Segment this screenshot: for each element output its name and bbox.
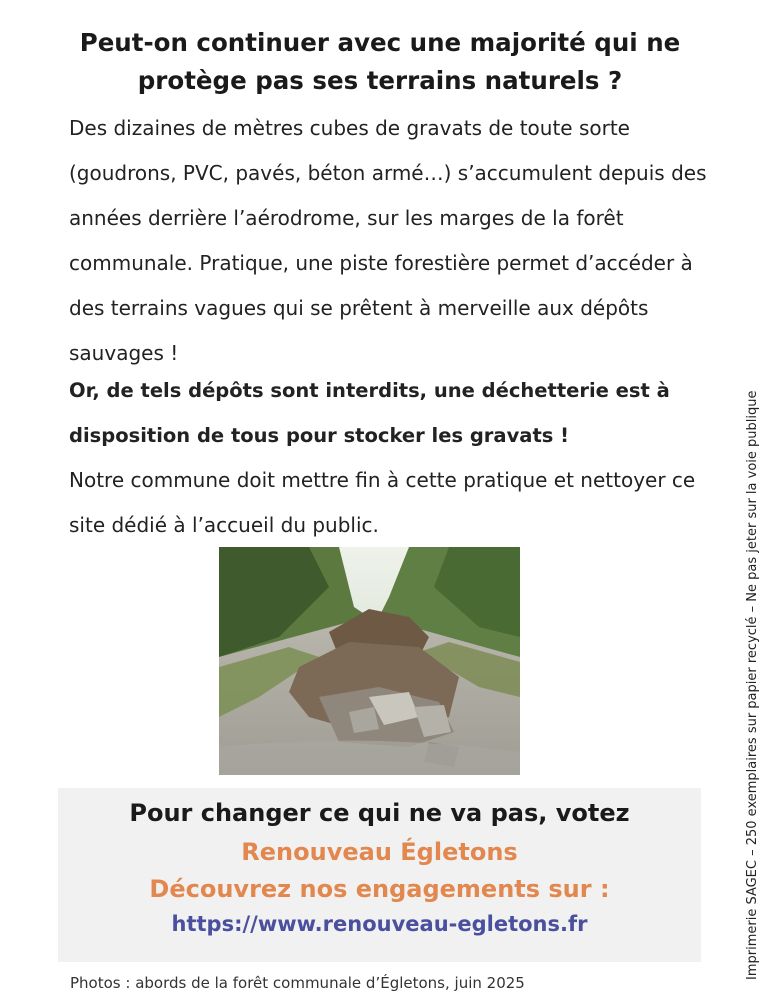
title-line-2: protège pas ses terrains naturels ? [137, 66, 623, 95]
text-line: Notre commune doit mettre fin à cette pratique et nettoyer ce [69, 468, 696, 492]
text-line: communale. Pratique, une piste forestière permet d’accéder à [69, 251, 693, 275]
printer-note: Imprimerie SAGEC – 250 exemplaires sur papier recyclé – Ne pas jeter sur la voie publique [745, 390, 760, 980]
photo-caption: Photos : abords de la forêt communale d’Égletons, juin 2025 [70, 974, 525, 992]
paragraph-call [69, 458, 729, 548]
engagements-text: Découvrez nos engagements sur : [149, 875, 610, 903]
callout-heading: Pour changer ce qui ne va pas, votez [129, 799, 630, 827]
title-line-1: Peut-on continuer avec une majorité qui ne [79, 28, 681, 57]
party-name: Renouveau Égletons [241, 838, 518, 866]
paragraph-intro [69, 106, 729, 376]
text-line: Des dizaines de mètres cubes de gravats de toute sorte [69, 116, 630, 140]
rubble-photo [219, 547, 520, 775]
paragraph-warning [69, 368, 729, 458]
text-line: années derrière l’aérodrome, sur les marges de la forêt [69, 206, 624, 230]
text-line: Or, de tels dépôts sont interdits, une déchetterie est à [69, 379, 670, 402]
text-line: disposition de tous pour stocker les gravats ! [69, 424, 570, 447]
text-line: des terrains vagues qui se prêtent à merveille aux dépôts [69, 296, 649, 320]
text-line: (goudrons, PVC, pavés, béton armé…) s’accumulent depuis des [69, 161, 707, 185]
website-link[interactable]: https://www.renouveau-egletons.fr [171, 912, 588, 936]
vote-callout [58, 788, 701, 962]
text-line: sauvages ! [69, 341, 179, 365]
page-title [40, 24, 720, 100]
text-line: site dédié à l’accueil du public. [69, 513, 379, 537]
rubble-photo-illustration [219, 547, 520, 775]
